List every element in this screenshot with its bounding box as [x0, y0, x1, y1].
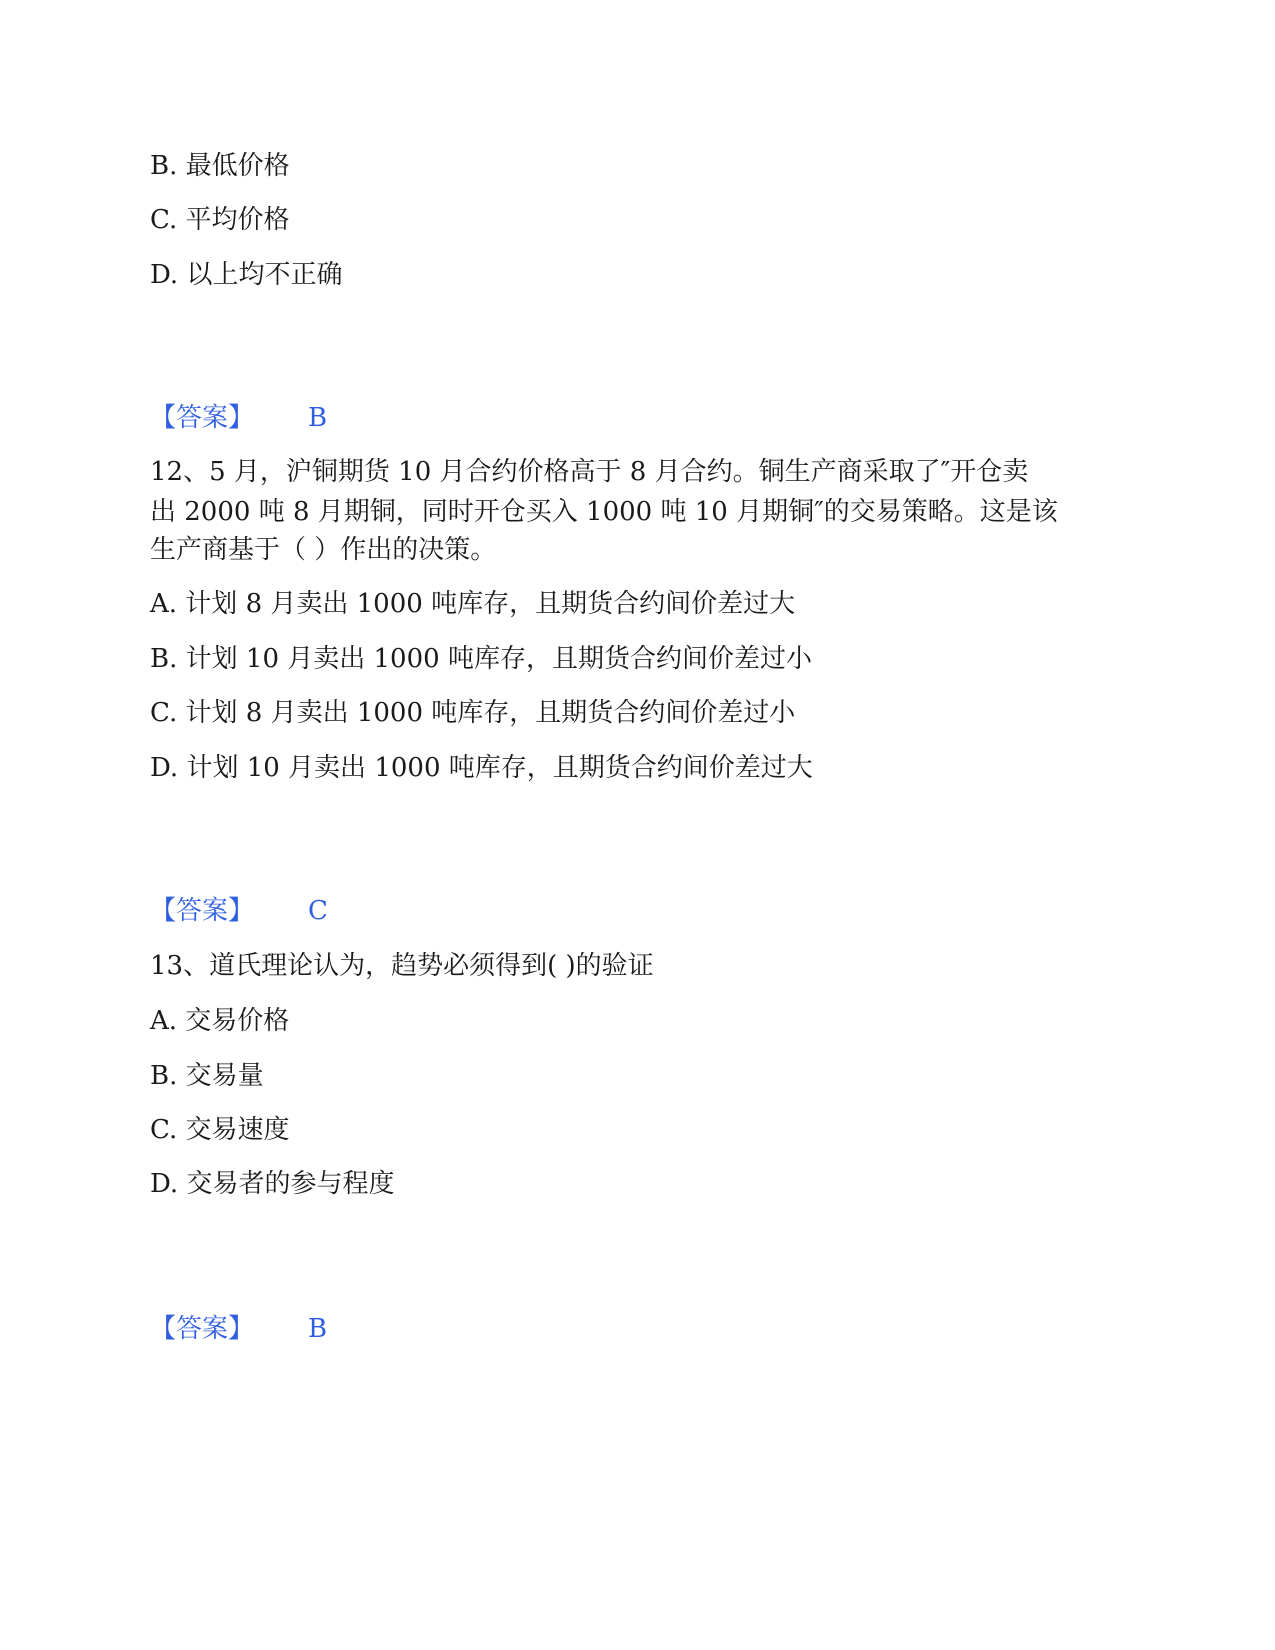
answer-label: 【答案】 — [150, 403, 255, 433]
q13-option-b: B. 交易量 — [150, 1061, 264, 1091]
answer-label: 【答案】 — [150, 1314, 255, 1344]
q11-option-b: B. 最低价格 — [150, 151, 290, 181]
q12-stem-line-2: 出 2000 吨 8 月期铜，同时开仓买入 1000 吨 10 月期铜″的交易策略。这是该 — [150, 497, 1058, 527]
answer-label: 【答案】 — [150, 896, 255, 926]
q12-option-b: B. 计划 10 月卖出 1000 吨库存，且期货合约间价差过小 — [150, 644, 812, 674]
q12-option-d: D. 计划 10 月卖出 1000 吨库存，且期货合约间价差过大 — [150, 753, 813, 783]
q13-option-d: D. 交易者的参与程度 — [150, 1169, 395, 1199]
q12-option-a: A. 计划 8 月卖出 1000 吨库存，且期货合约间价差过大 — [150, 589, 796, 619]
q12-option-c: C. 计划 8 月卖出 1000 吨库存，且期货合约间价差过小 — [150, 698, 796, 728]
answer-value: B — [308, 1314, 328, 1344]
q13-option-c: C. 交易速度 — [150, 1115, 290, 1145]
answer-value: C — [308, 896, 328, 926]
q13-option-a: A. 交易价格 — [150, 1006, 290, 1036]
q12-stem-line-1: 12、5 月，沪铜期货 10 月合约价格高于 8 月合约。铜生产商采取了″开仓卖 — [150, 457, 1029, 487]
q12-stem-line-3: 生产商基于（ ）作出的决策。 — [150, 535, 497, 565]
q11-option-d: D. 以上均不正确 — [150, 260, 343, 290]
q13-stem: 13、道氏理论认为，趋势必须得到( )的验证 — [150, 951, 654, 981]
answer-value: B — [308, 403, 328, 433]
q11-option-c: C. 平均价格 — [150, 205, 290, 235]
